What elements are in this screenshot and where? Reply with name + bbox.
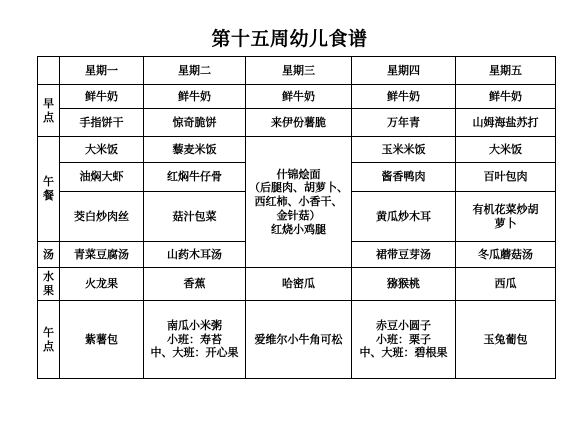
lunch-cell: 大米饭 xyxy=(60,137,144,163)
breakfast-cell: 鲜牛奶 xyxy=(144,85,246,109)
lunch-cell: 黄瓜炒木耳 xyxy=(352,192,456,242)
soup-cell: 青菜豆腐汤 xyxy=(60,242,144,268)
lunch-cell: 酱香鸭肉 xyxy=(352,163,456,192)
breakfast-cell: 惊奇脆饼 xyxy=(144,109,246,137)
breakfast-row-food xyxy=(38,109,556,137)
lunch-cell: 茭白炒肉丝 xyxy=(60,192,144,242)
fruit-cell: 火龙果 xyxy=(60,268,144,301)
breakfast-cell: 手指饼干 xyxy=(60,109,144,137)
fruit-cell: 猕猴桃 xyxy=(352,268,456,301)
breakfast-cell: 鲜牛奶 xyxy=(60,85,144,109)
soup-cell: 山药木耳汤 xyxy=(144,242,246,268)
soup-cell: 裙带豆芽汤 xyxy=(352,242,456,268)
breakfast-cell: 鲜牛奶 xyxy=(246,85,352,109)
soup-cell: 冬瓜蘑菇汤 xyxy=(456,242,556,268)
breakfast-cell: 鲜牛奶 xyxy=(352,85,456,109)
fruit-row xyxy=(38,268,556,301)
day-header: 星期二 xyxy=(144,57,246,85)
corner-cell xyxy=(38,57,60,85)
snack-cell: 赤豆小圆子 小班：栗子 中、大班：碧根果 xyxy=(352,301,456,379)
fruit-cell: 香蕉 xyxy=(144,268,246,301)
breakfast-cell: 鲜牛奶 xyxy=(456,85,556,109)
lunch-row-1 xyxy=(38,137,556,163)
meal-label-lunch: 午 餐 xyxy=(38,137,60,242)
day-header: 星期三 xyxy=(246,57,352,85)
lunch-cell: 百叶包肉 xyxy=(456,163,556,192)
day-header: 星期五 xyxy=(456,57,556,85)
meal-label-fruit: 水 果 xyxy=(38,268,60,301)
lunch-cell-wednesday: 什锦烩面 （后腿肉、胡萝卜、 西红柿、小香干、 金针菇） 红烧小鸡腿 xyxy=(246,137,352,268)
lunch-cell: 有机花菜炒胡 萝卜 xyxy=(456,192,556,242)
snack-cell: 南瓜小米粥 小班：寿苔 中、大班：开心果 xyxy=(144,301,246,379)
meal-label-soup: 汤 xyxy=(38,242,60,268)
lunch-cell: 油焖大虾 xyxy=(60,163,144,192)
header-row xyxy=(38,57,556,85)
fruit-cell: 西瓜 xyxy=(456,268,556,301)
meal-label-breakfast: 早 点 xyxy=(38,85,60,137)
lunch-cell: 大米饭 xyxy=(456,137,556,163)
day-header: 星期一 xyxy=(60,57,144,85)
snack-cell: 爱维尔小牛角可松 xyxy=(246,301,352,379)
breakfast-cell: 山姆海盐苏打 xyxy=(456,109,556,137)
lunch-cell: 藜麦米饭 xyxy=(144,137,246,163)
lunch-cell: 红焖牛仔骨 xyxy=(144,163,246,192)
snack-cell: 紫薯包 xyxy=(60,301,144,379)
lunch-cell: 菇汁包菜 xyxy=(144,192,246,242)
day-header: 星期四 xyxy=(352,57,456,85)
fruit-cell: 哈密瓜 xyxy=(246,268,352,301)
breakfast-cell: 万年青 xyxy=(352,109,456,137)
lunch-cell: 玉米米饭 xyxy=(352,137,456,163)
page-title: 第十五周幼儿食谱 xyxy=(211,28,368,50)
breakfast-row-drink xyxy=(38,85,556,109)
breakfast-cell: 来伊份薯脆 xyxy=(246,109,352,137)
snack-cell: 玉兔葡包 xyxy=(456,301,556,379)
menu-table xyxy=(37,56,556,379)
snack-row xyxy=(38,301,556,379)
meal-label-snack: 午 点 xyxy=(38,301,60,379)
